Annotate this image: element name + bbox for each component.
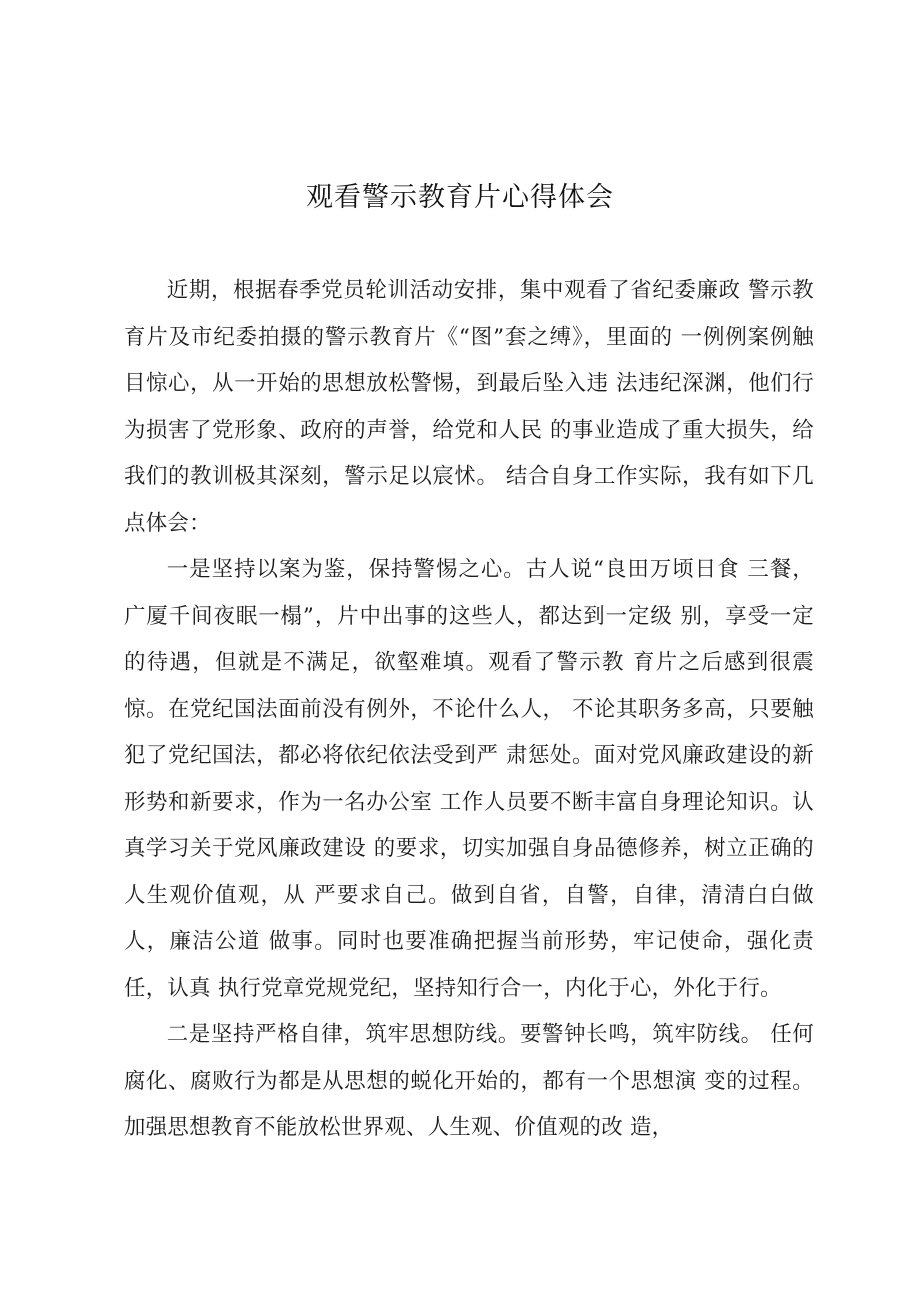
paragraph-point-one: 一是坚持以案为鉴，保持警惕之心。古人说“良田万顷日食 三餐，广厦千间夜眠一榻”，片中出事的这些人，都达到一定级 别，享受一定的待遇，但就是不满足，欲壑难填。观看了警示教 育片之后感到很震惊。在党纪国法面前没有例外，不论什么人， 不论其职务多高，只要触犯了党纪国法，都必将依纪依法受到严 肃惩处。面对党风廉政建设的新形势和新要求，作为一名办公室 工作人员要不断丰富自身理论知识。认真学习关于党风廉政建设 的要求，切实加强自身品德修养，树立正确的人生观价值观，从 严要求自己。做到自省，自警，自律，清清白白做人，廉洁公道 做事。同时也要准确把握当前形势，牢记使命，强化责任，认真 执行党章党规党纪，坚持知行合一，内化于心，外化于行。: [124, 557, 814, 1001]
document-title: 观看警示教育片心得体会: [306, 182, 614, 213]
document-body: [124, 268, 814, 1152]
paragraph-point-two: 二是坚持严格自律，筑牢思想防线。要警钟长鸣，筑牢防线。 任何腐化、腐败行为都是从思想的蜕化开始的，都有一个思想演 变的过程。加强思想教育不能放松世界观、人生观、价值观的改 造，: [124, 1022, 814, 1140]
paragraph-intro: 近期，根据春季党员轮训活动安排，集中观看了省纪委廉政 警示教育片及市纪委拍摄的警示教育片《“图”套之缚》，里面的 一例例案例触目惊心，从一开始的思想放松警惕，到最后坠入违 法违纪深渊，他们行为损害了党形象、政府的声誉，给党和人民 的事业造成了重大损失，给我们的教训极其深刻，警示足以宸怵。 结合自身工作实际，我有如下几点体会：: [124, 278, 814, 536]
